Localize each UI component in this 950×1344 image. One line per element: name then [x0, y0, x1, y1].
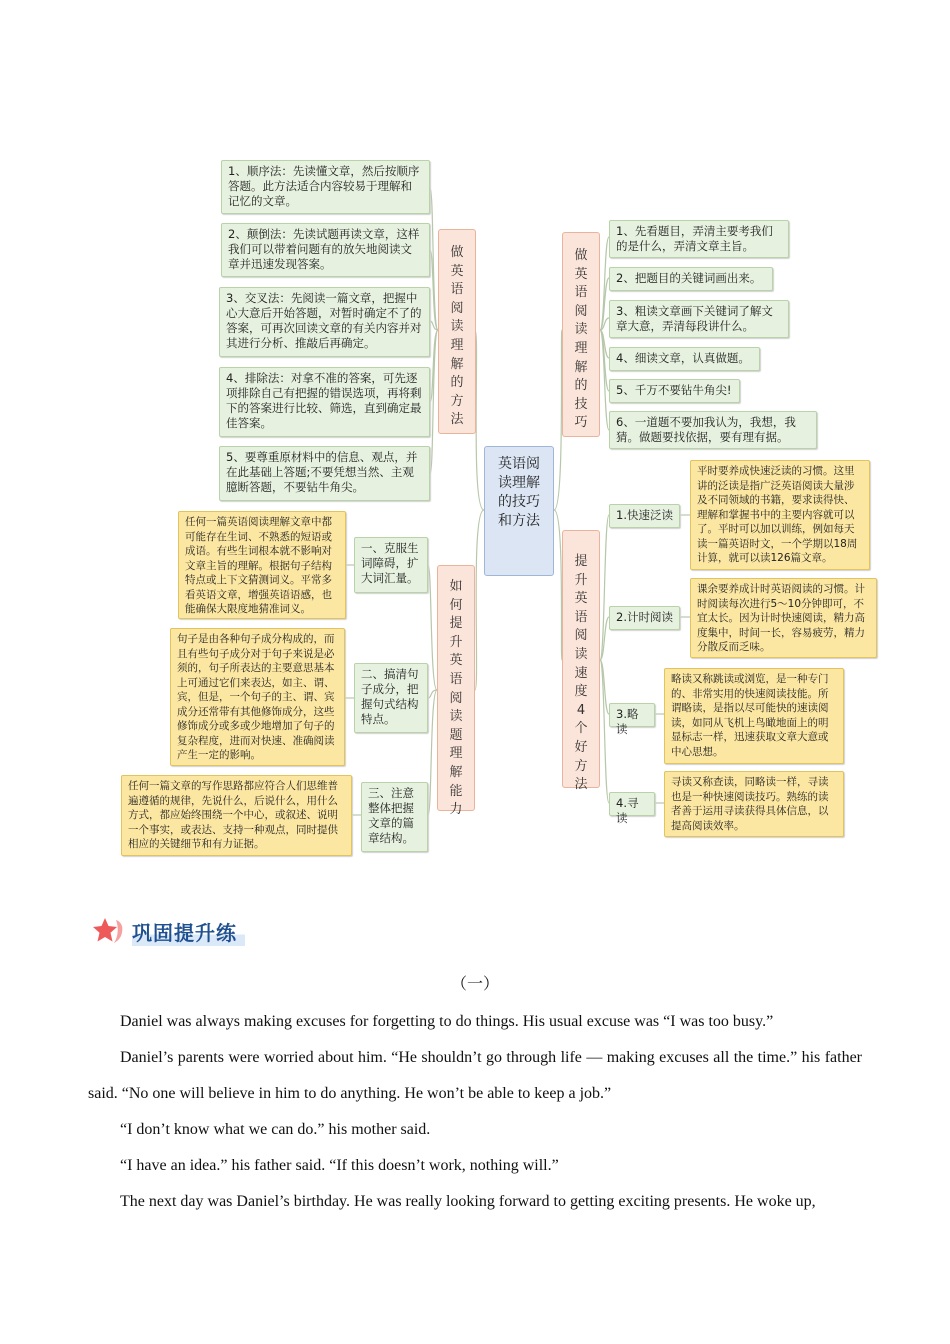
mind-map-center	[484, 446, 554, 576]
speed-detail	[690, 460, 870, 570]
method-item-text: 1、顺序法：先读懂文章，然后按顺序答题。此方法适合内容较易于理解和记忆的文章。	[228, 164, 420, 208]
branch-ability-title	[437, 565, 475, 818]
ability-detail	[121, 775, 352, 856]
speed-item-text: 2.计时阅读	[616, 610, 673, 624]
section-title: 巩固提升练	[132, 917, 245, 946]
passage-paragraph: “I don’t know what we can do.” his mother said.	[120, 1121, 431, 1138]
method-item-text: 3、交叉法：先阅读一篇文章，把握中心大意后开始答题，对暂时确定不了的答案，可再次回读文章的有关内容并对其进行分析、推敲后再确定。	[226, 291, 422, 350]
skill-item	[609, 300, 789, 338]
method-item-text: 2、颠倒法：先读试题再读文章，这样我们可以带着问题有的放矢地阅读文章并迅速发现答案。	[228, 227, 420, 271]
branch-speed-title-text: 提升英语阅读速度4个好方法	[574, 554, 588, 793]
speed-item	[609, 703, 655, 736]
branch-ability-title-text: 如何提升英语阅读题理解能力	[449, 579, 463, 818]
skill-item	[609, 379, 740, 403]
ability-detail-text: 任何一篇文章的写作思路都应符合人们思维普遍遵循的规律，先说什么，后说什么，用什么方式，都应始终围绕一个中心，或叙述、说明一个事实，或表达、支持一种观点，同时提供相应的关键细节和有力证据。	[128, 780, 338, 850]
ability-item-text: 一、克服生词障碍，扩大词汇量。	[361, 541, 419, 585]
section-header	[92, 914, 245, 948]
method-item-text: 4、排除法：对拿不准的答案，可先逐项排除自己有把握的错误选项，再将剩下的答案进行比较、筛选，直到确定最佳答案。	[226, 371, 422, 430]
skill-item-text: 6、一道题不要加我认为，我想，我猜。做题要找依据，要有理有据。	[616, 415, 796, 444]
ability-detail-text: 任何一篇英语阅读理解文章中都可能存在生词、不熟悉的短语或成语。有些生词根本就不影响对文章主旨的理解。根据句子结构特点或上下文猜测词义。平常多看英语文章，增强英语语感，也能确保大限度地猜准词义。	[185, 516, 332, 615]
mind-map-center-text: 英语阅读理解的技巧和方法	[498, 456, 540, 529]
skill-item-text: 2、把题目的关键词画出来。	[616, 271, 762, 285]
ability-detail-text: 句子是由各种句子成分构成的，而且有些句子成分对于句子来说是必须的，句子所表达的主要意思基本上可通过它们来表达，如主、谓、宾，但是，一个句子的主、谓、宾成分还常带有其他修饰成分，这些修饰成分或多或少地增加了句子的复杂程度，进而对快速、准确阅读产生一定的影响。	[177, 633, 335, 761]
reading-passage	[88, 972, 862, 1220]
branch-skills-title	[562, 232, 600, 437]
passage-number: （一）	[450, 976, 499, 993]
method-item	[219, 446, 430, 501]
ability-item	[354, 663, 428, 733]
speed-detail	[690, 578, 877, 658]
speed-detail-text: 课余要养成计时英语阅读的习惯。计时阅读每次进行5～10分钟即可，不宜太长。因为计时快速阅读，精力高度集中，时间一长，容易疲劳，精力分散反而乏味。	[697, 583, 865, 653]
skill-item-text: 1、先看题目，弄清主要考我们的是什么，弄清文章主旨。	[616, 224, 773, 253]
method-item	[221, 223, 430, 277]
method-item	[221, 160, 430, 214]
branch-speed-title	[562, 530, 600, 793]
skill-item	[609, 411, 817, 449]
skill-item	[609, 347, 760, 371]
passage-paragraph: “I have an idea.” his father said. “If this doesn’t work, nothing will.”	[120, 1157, 559, 1174]
ability-item	[354, 537, 428, 593]
ability-item	[361, 782, 428, 852]
ability-item-text: 三、注意整体把握文章的篇章结构。	[368, 786, 414, 845]
speed-detail-text: 平时要养成快速泛读的习惯。这里讲的泛读是指广泛英语阅读大量涉及不同领域的书籍，要求读得快、理解和掌握书中的主要内容就可以了。平时可以加以训练，例如每天读一篇英语时文，一个学期以18周计算，就可以读126篇文章。	[697, 465, 858, 564]
branch-methods-title	[438, 229, 476, 434]
skill-item	[609, 220, 789, 258]
method-item	[219, 367, 430, 437]
speed-detail	[664, 668, 844, 764]
skill-item-text: 3、粗读文章画下关键词了解文章大意，弄清每段讲什么。	[616, 304, 773, 333]
speed-item-text: 1.快速泛读	[616, 508, 673, 522]
skill-item	[609, 267, 773, 291]
passage-paragraph: The next day was Daniel’s birthday. He was really looking forward to getting exciting presents. He woke up,	[120, 1193, 816, 1210]
star-icon	[92, 916, 126, 946]
method-item-text: 5、要尊重原材料中的信息、观点，并在此基础上答题;不要凭想当然、主观臆断答题，不要钻牛角尖。	[226, 450, 418, 494]
speed-item	[609, 792, 655, 825]
method-item	[219, 287, 430, 357]
speed-item-text: 3.略读	[616, 707, 639, 736]
branch-methods-title-text: 做英语阅读理解的方法	[450, 245, 464, 428]
skill-item-text: 4、细读文章，认真做题。	[616, 351, 750, 365]
speed-detail-text: 略读又称跳读或浏览，是一种专门的、非常实用的快速阅读技能。所谓略读，是指以尽可能快的速读阅读，如同从飞机上鸟瞰地面上的明显标志一样，迅速获取文章大意或中心思想。	[671, 673, 829, 758]
speed-detail	[664, 771, 844, 837]
speed-item	[609, 606, 680, 630]
skill-item-text: 5、千万不要钻牛角尖!	[616, 383, 732, 397]
ability-item-text: 二、搞清句子成分，把握句式结构特点。	[361, 667, 419, 726]
branch-skills-title-text: 做英语阅读理解的技巧	[574, 248, 588, 431]
speed-item	[609, 504, 680, 528]
speed-item-text: 4.寻读	[616, 796, 639, 825]
passage-paragraph: Daniel’s parents were worried about him. “He shouldn’t go through life — making excuses all the time.” his father said. “No one will believe in him to do anything. He won’t be able to keep a job.”	[88, 1049, 862, 1102]
speed-detail-text: 寻读又称查读，同略读一样，寻读也是一种快速阅读技巧。熟练的读者善于运用寻读获得具体信息，以提高阅读效率。	[671, 776, 829, 832]
passage-paragraph: Daniel was always making excuses for forgetting to do things. His usual excuse was “I was too busy.”	[120, 1013, 774, 1030]
ability-detail	[170, 628, 345, 766]
ability-detail	[178, 511, 346, 619]
